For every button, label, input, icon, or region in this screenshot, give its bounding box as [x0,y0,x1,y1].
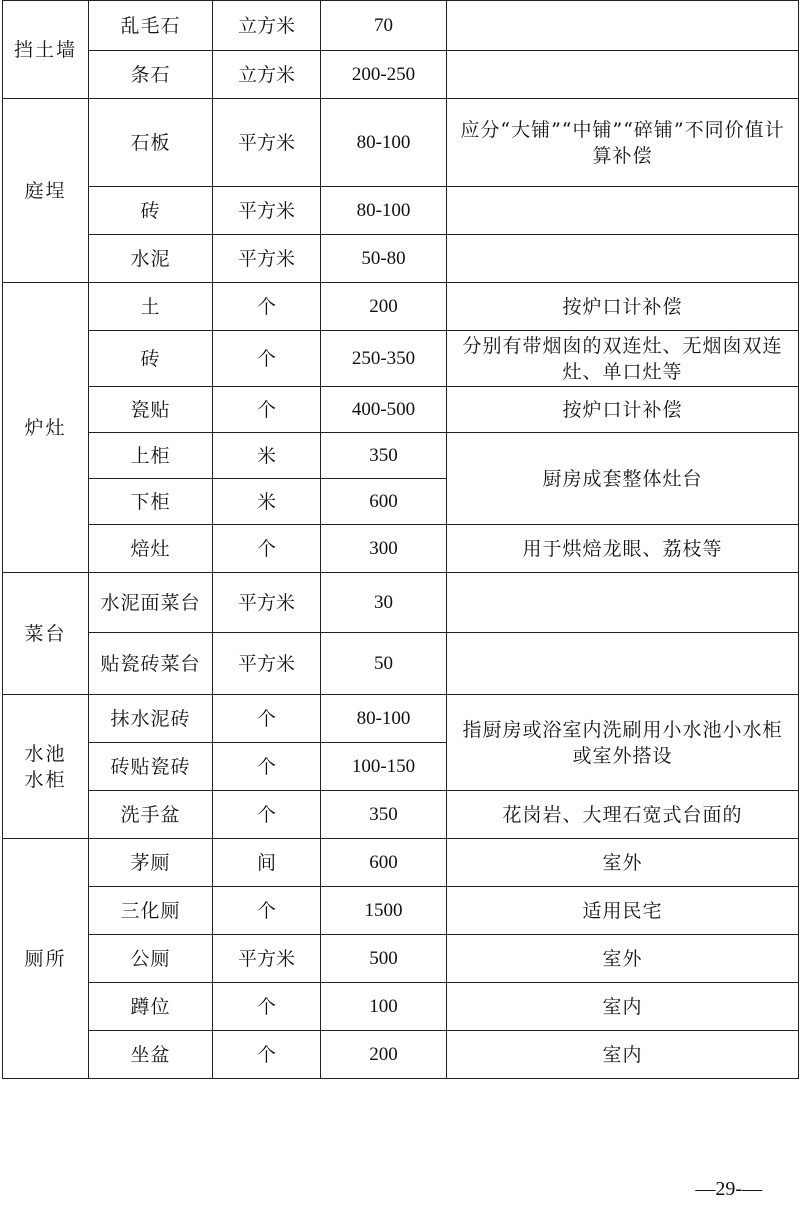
table-row [3,187,799,235]
table-row [3,1,799,51]
note-cell: 室内 [447,983,799,1031]
item-cell: 砖 [89,187,213,235]
unit-cell: 立方米 [213,1,321,51]
item-cell: 乱毛石 [89,1,213,51]
unit-cell: 米 [213,479,321,525]
note-cell [447,235,799,283]
note-cell: 应分“大铺”“中铺”“碎铺”不同价值计算补偿 [447,99,799,187]
price-cell: 500 [321,935,447,983]
category-cell: 庭埕 [3,99,89,283]
unit-cell: 个 [213,887,321,935]
unit-cell: 间 [213,839,321,887]
note-cell: 室外 [447,839,799,887]
item-cell: 砖 [89,331,213,387]
price-cell: 300 [321,525,447,573]
price-cell: 50-80 [321,235,447,283]
table-row [3,525,799,573]
note-cell [447,633,799,695]
note-cell [447,51,799,99]
table-row [3,839,799,887]
item-cell: 上柜 [89,433,213,479]
unit-cell: 个 [213,283,321,331]
table-row [3,887,799,935]
category-cell: 水池水柜 [3,695,89,839]
note-cell: 按炉口计补偿 [447,283,799,331]
item-cell: 蹲位 [89,983,213,1031]
item-cell: 石板 [89,99,213,187]
note-cell: 用于烘焙龙眼、荔枝等 [447,525,799,573]
unit-cell: 平方米 [213,187,321,235]
note-cell: 按炉口计补偿 [447,387,799,433]
table-row [3,51,799,99]
table-row [3,935,799,983]
note-cell: 室内 [447,1031,799,1079]
table-row [3,331,799,387]
item-cell: 水泥面菜台 [89,573,213,633]
table-row [3,983,799,1031]
table-row [3,433,799,479]
table-row [3,573,799,633]
item-cell: 焙灶 [89,525,213,573]
price-cell: 600 [321,839,447,887]
unit-cell: 个 [213,695,321,743]
unit-cell: 立方米 [213,51,321,99]
price-cell: 100-150 [321,743,447,791]
table-row [3,235,799,283]
price-cell: 80-100 [321,99,447,187]
category-cell: 炉灶 [3,283,89,573]
category-cell: 厕所 [3,839,89,1079]
table-row [3,283,799,331]
unit-cell: 平方米 [213,235,321,283]
note-cell: 室外 [447,935,799,983]
note-cell: 分别有带烟囱的双连灶、无烟囱双连灶、单口灶等 [447,331,799,387]
note-cell [447,1,799,51]
unit-cell: 平方米 [213,935,321,983]
price-cell: 200 [321,283,447,331]
item-cell: 茅厕 [89,839,213,887]
item-cell: 洗手盆 [89,791,213,839]
price-cell: 80-100 [321,695,447,743]
item-cell: 公厕 [89,935,213,983]
item-cell: 条石 [89,51,213,99]
price-cell: 350 [321,791,447,839]
item-cell: 贴瓷砖菜台 [89,633,213,695]
price-cell: 80-100 [321,187,447,235]
price-cell: 200-250 [321,51,447,99]
item-cell: 砖贴瓷砖 [89,743,213,791]
unit-cell: 米 [213,433,321,479]
page-number: —29-— [695,1178,762,1200]
item-cell: 水泥 [89,235,213,283]
price-cell: 70 [321,1,447,51]
price-cell: 1500 [321,887,447,935]
unit-cell: 平方米 [213,633,321,695]
note-cell: 适用民宅 [447,887,799,935]
price-cell: 200 [321,1031,447,1079]
note-cell: 厨房成套整体灶台 [447,433,799,525]
unit-cell: 个 [213,525,321,573]
table-row [3,633,799,695]
table-row [3,387,799,433]
item-cell: 土 [89,283,213,331]
table-row [3,695,799,743]
price-cell: 30 [321,573,447,633]
unit-cell: 平方米 [213,99,321,187]
category-cell: 菜台 [3,573,89,695]
price-cell: 250-350 [321,331,447,387]
price-cell: 350 [321,433,447,479]
unit-cell: 个 [213,743,321,791]
table-row [3,791,799,839]
note-cell: 指厨房或浴室内洗刷用小水池小水柜或室外搭设 [447,695,799,791]
item-cell: 三化厕 [89,887,213,935]
unit-cell: 个 [213,1031,321,1079]
item-cell: 瓷贴 [89,387,213,433]
note-cell [447,187,799,235]
unit-cell: 个 [213,387,321,433]
table-row [3,1031,799,1079]
price-cell: 50 [321,633,447,695]
item-cell: 坐盆 [89,1031,213,1079]
unit-cell: 个 [213,331,321,387]
table-row [3,99,799,187]
category-cell: 挡土墙 [3,1,89,99]
price-cell: 600 [321,479,447,525]
note-cell [447,573,799,633]
item-cell: 抹水泥砖 [89,695,213,743]
note-cell: 花岗岩、大理石宽式台面的 [447,791,799,839]
item-cell: 下柜 [89,479,213,525]
unit-cell: 个 [213,983,321,1031]
price-cell: 400-500 [321,387,447,433]
compensation-table [2,0,799,1079]
price-cell: 100 [321,983,447,1031]
unit-cell: 平方米 [213,573,321,633]
unit-cell: 个 [213,791,321,839]
